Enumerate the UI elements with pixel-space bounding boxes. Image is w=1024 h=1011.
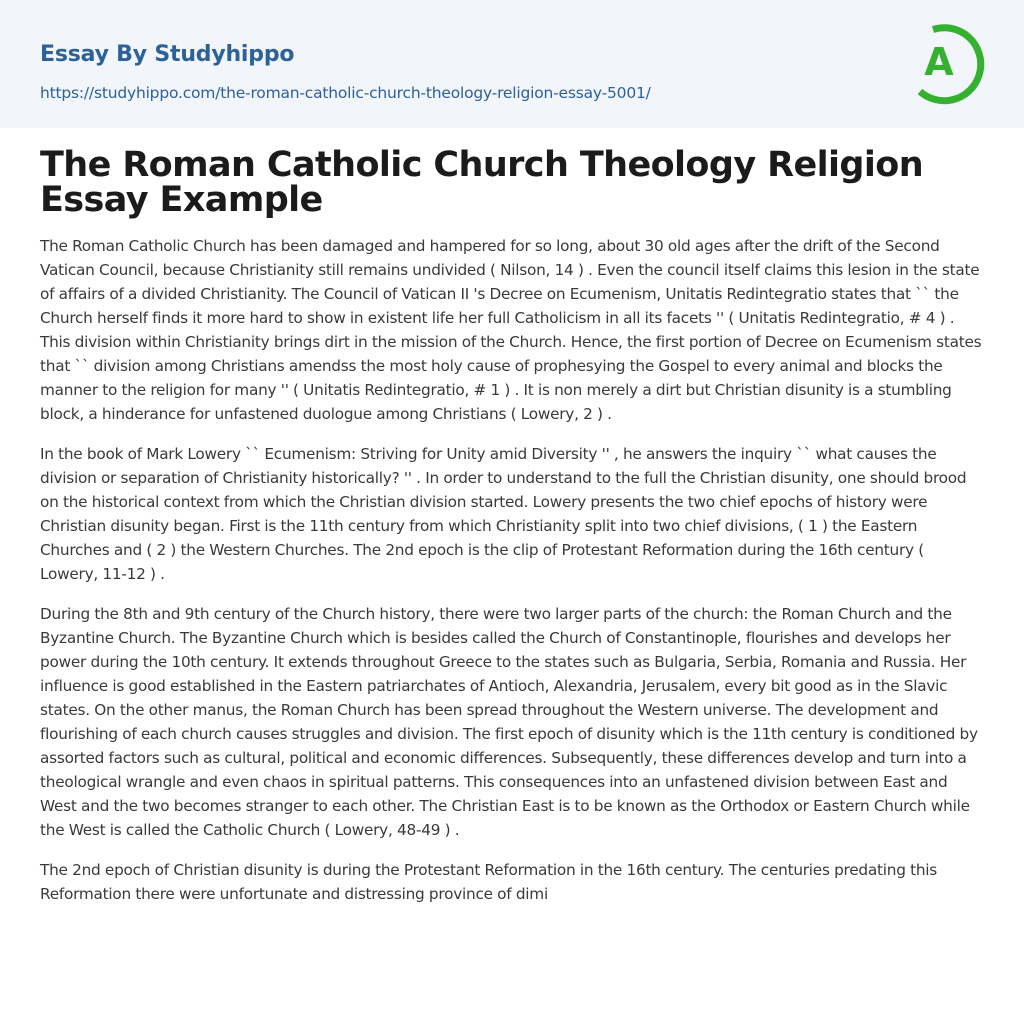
article-title: The Roman Catholic Church Theology Religion Essay Example (40, 145, 924, 220)
site-header (0, 0, 1024, 128)
article-body (40, 234, 985, 922)
paragraph: The 2nd epoch of Christian disunity is during the Protestant Reformation in the 16th century. The centuries predating this Reformation there were unfortunate and distressing province of dimi (40, 861, 937, 903)
site-brand[interactable]: Essay By Studyhippo (40, 42, 295, 67)
paragraph: In the book of Mark Lowery `` Ecumenism: Striving for Unity amid Diversity '' , he answers the inquiry `` what causes the division or separation of Christianity historically? '' . In order to understand to the full the Christian disunity, one should brood on the historical context from which the Christian division started. Lowery presents the two chief epochs of history were Christian disunity began. First is the 11th century from which Christianity split into two chief divisions, ( 1 ) the Eastern Churches and ( 2 ) the Western Churches. The 2nd epoch is the clip of Protestant Reformation during the 16th century ( Lowery, 11-12 ) . (40, 445, 967, 583)
page-url-link[interactable]: https://studyhippo.com/the-roman-catholic-church-theology-religion-essay-5001/ (40, 84, 651, 102)
studyhippo-logo-icon[interactable] (912, 20, 988, 106)
logo-letter: A (924, 40, 954, 84)
paragraph: The Roman Catholic Church has been damaged and hampered for so long, about 30 old ages after the drift of the Second Vatican Council, because Christianity still remains undivided ( Nilson, 14 ) . Even the council itself claims this lesion in the state of affairs of a divided Christianity. The Council of Vatican II 's Decree on Ecumenism, Unitatis Redintegratio states that `` the Church herself finds it more hard to show in existent life her full Catholicism in all its facets '' ( Unitatis Redintegratio, # 4 ) . This division within Christianity brings dirt in the mission of the Church. Hence, the first portion of Decree on Ecumenism states that `` division among Christians amendss the most holy cause of prophesying the Gospel to every animal and blocks the manner to the religion for many '' ( Unitatis Redintegratio, # 1 ) . It is non merely a dirt but Christian disunity is a stumbling block, a hinderance for unfastened duologue among Christians ( Lowery, 2 ) . (40, 237, 982, 423)
paragraph: During the 8th and 9th century of the Church history, there were two larger parts of the church: the Roman Church and the Byzantine Church. The Byzantine Church which is besides called the Church of Constantinople, flourishes and develops her power during the 10th century. It extends throughout Greece to the states such as Bulgaria, Serbia, Romania and Russia. Her influence is good established in the Eastern patriarchates of Antioch, Alexandria, Jerusalem, every bit good as in the Slavic states. On the other manus, the Roman Church has been spread throughout the Western universe. The development and flourishing of each church causes struggles and division. The first epoch of disunity which is the 11th century is conditioned by assorted factors such as cultural, political and economic differences. Subsequently, these differences develop and turn into a theological wrangle and even chaos in spiritual patterns. This consequences into an unfastened division between East and West and the two becomes stranger to each other. The Christian East is to be known as the Orthodox or Eastern Church while the West is called the Catholic Church ( Lowery, 48-49 ) . (40, 605, 978, 839)
